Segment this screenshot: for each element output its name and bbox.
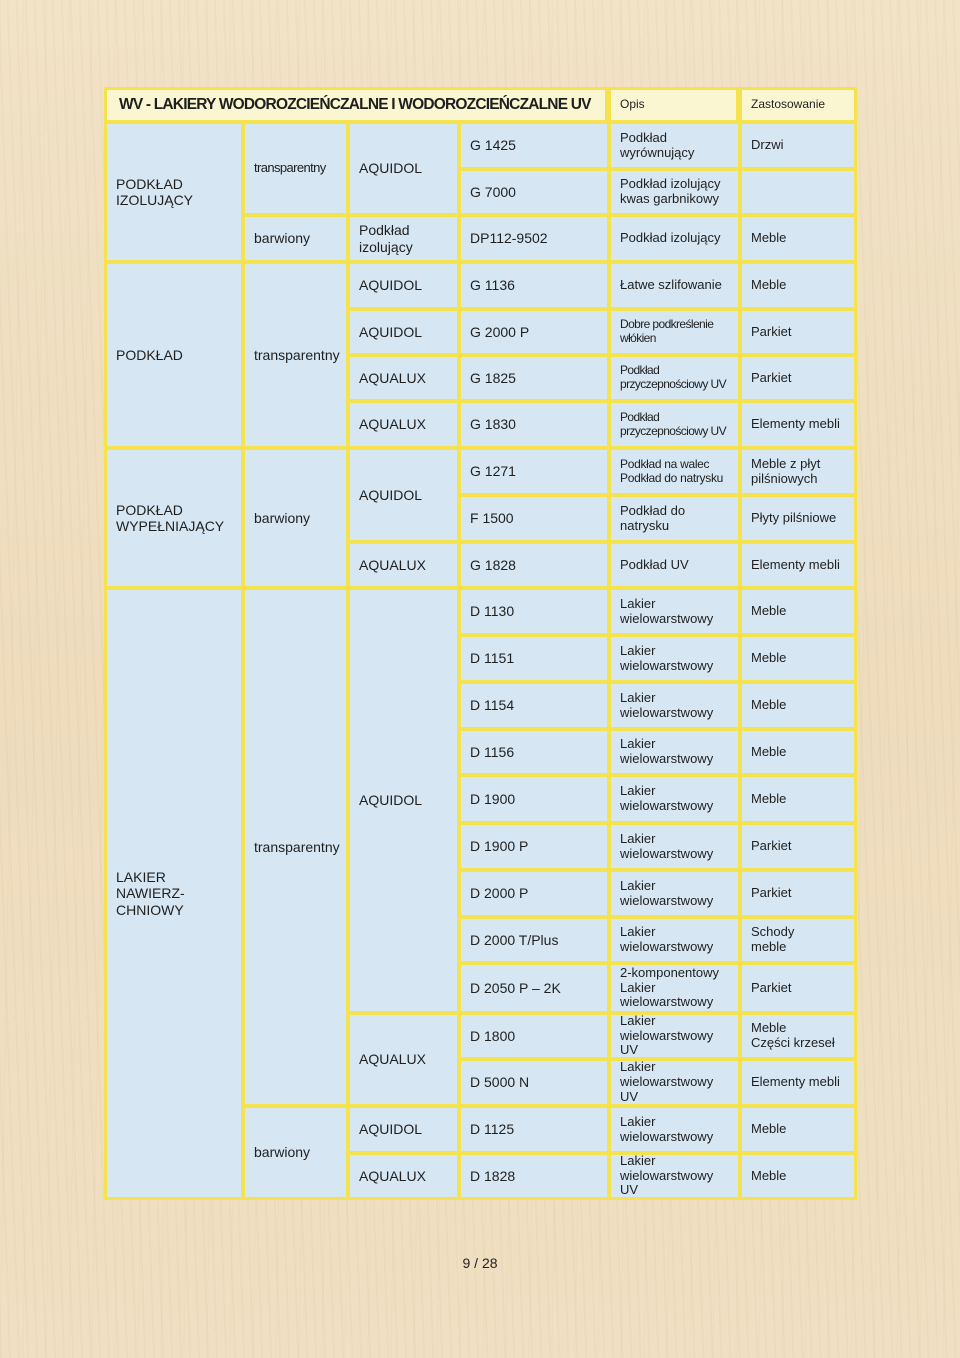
system-aquidol: AQUIDOL: [347, 121, 460, 216]
product-use: Meble: [739, 214, 857, 263]
type-transparentny: transparentny: [242, 121, 349, 216]
category-podklad: PODKŁAD: [104, 261, 244, 449]
product-code: D 2000 P: [458, 869, 610, 918]
product-use: Elementy mebli: [739, 1058, 857, 1107]
header-zastosowanie: Zastosowanie: [739, 87, 857, 123]
product-code: D 1130: [458, 587, 610, 636]
type-barwiony: barwiony: [242, 214, 349, 263]
category-podklad-izolujacy: PODKŁAD IZOLUJĄCY: [104, 121, 244, 263]
product-use: Parkiet: [739, 308, 857, 356]
product-code: D 1900 P: [458, 822, 610, 871]
category-podklad-wypelniajacy: PODKŁAD WYPEŁNIAJĄCY: [104, 447, 244, 589]
product-use: Meble: [739, 1105, 857, 1154]
product-code: D 1800: [458, 1012, 610, 1060]
page-number: 9 / 28: [462, 1255, 498, 1271]
product-description: Podkład izolujący: [608, 214, 741, 263]
product-use: Meble: [739, 261, 857, 310]
product-code: D 1900: [458, 774, 610, 824]
product-use: Parkiet: [739, 869, 857, 918]
product-use: Meble z płyt pilśniowych: [739, 447, 857, 496]
product-description: Lakier wielowarstwowy: [608, 681, 741, 730]
product-use: Płyty pilśniowe: [739, 494, 857, 543]
product-code: D 1125: [458, 1105, 610, 1154]
product-description: Lakier wielowarstwowy UV: [608, 1152, 741, 1200]
system-aquidol: AQUIDOL: [347, 308, 460, 356]
table-title: WV - LAKIERY WODOROZCIEŃCZALNE I WODOROZCIEŃCZALNE UV: [104, 87, 608, 123]
system-aqualux: AQUALUX: [347, 354, 460, 402]
product-description: Podkład na walec Podkład do natrysku: [608, 447, 741, 496]
type-transparentny: transparentny: [242, 261, 349, 449]
product-code: G 1271: [458, 447, 610, 496]
product-description: Lakier wielowarstwowy UV: [608, 1012, 741, 1060]
type-barwiony: barwiony: [242, 447, 349, 589]
product-description: Lakier wielowarstwowy: [608, 634, 741, 683]
product-code: D 5000 N: [458, 1058, 610, 1107]
product-use: Drzwi: [739, 121, 857, 170]
product-description: Podkład do natrysku: [608, 494, 741, 543]
category-lakier-nawierzchniowy: LAKIER NAWIERZ- CHNIOWY: [104, 587, 244, 1200]
system-aquidol: AQUIDOL: [347, 587, 460, 1014]
product-code: D 1828: [458, 1152, 610, 1200]
product-use: Elementy mebli: [739, 541, 857, 589]
product-use: Meble: [739, 774, 857, 824]
product-description: Podkład wyrównujący: [608, 121, 741, 170]
product-code: G 1825: [458, 354, 610, 402]
product-description: Lakier wielowarstwowy: [608, 869, 741, 918]
system-aquidol: AQUIDOL: [347, 1105, 460, 1154]
product-description: Podkład UV: [608, 541, 741, 589]
product-code: D 2050 P – 2K: [458, 962, 610, 1014]
product-description: Lakier wielowarstwowy: [608, 822, 741, 871]
product-description: Podkład przyczepnościowy UV: [608, 400, 741, 449]
product-code: D 1156: [458, 728, 610, 776]
product-use: Meble: [739, 681, 857, 730]
product-description: Lakier wielowarstwowy: [608, 587, 741, 636]
product-use: Parkiet: [739, 354, 857, 402]
product-code: G 1830: [458, 400, 610, 449]
product-use-empty: [739, 168, 857, 216]
product-code: G 7000: [458, 168, 610, 216]
product-code: G 2000 P: [458, 308, 610, 356]
product-description: 2-komponentowy Lakier wielowarstwowy: [608, 962, 741, 1014]
product-description: Łatwe szlifowanie: [608, 261, 741, 310]
system-aqualux: AQUALUX: [347, 1152, 460, 1200]
product-code: D 2000 T/Plus: [458, 916, 610, 964]
system-aqualux: AQUALUX: [347, 1012, 460, 1107]
product-description: Lakier wielowarstwowy: [608, 916, 741, 964]
product-code: DP112-9502: [458, 214, 610, 263]
product-description: Dobre podkreślenie włókien: [608, 308, 741, 356]
product-use: Meble Części krzeseł: [739, 1012, 857, 1060]
system-aqualux: AQUALUX: [347, 400, 460, 449]
product-use: Elementy mebli: [739, 400, 857, 449]
product-description: Lakier wielowarstwowy: [608, 774, 741, 824]
product-use: Parkiet: [739, 822, 857, 871]
product-code: F 1500: [458, 494, 610, 543]
product-use: Meble: [739, 587, 857, 636]
product-use: Meble: [739, 634, 857, 683]
product-use: Meble: [739, 728, 857, 776]
type-transparentny: transparentny: [242, 587, 349, 1107]
product-code: G 1828: [458, 541, 610, 589]
type-barwiony: barwiony: [242, 1105, 349, 1200]
product-description: Lakier wielowarstwowy UV: [608, 1058, 741, 1107]
product-description: Lakier wielowarstwowy: [608, 1105, 741, 1154]
product-use: Parkiet: [739, 962, 857, 1014]
product-description: Podkład izolujący kwas garbnikowy: [608, 168, 741, 216]
system-aquidol: AQUIDOL: [347, 261, 460, 310]
product-code: D 1151: [458, 634, 610, 683]
product-description: Podkład przyczepnościowy UV: [608, 354, 741, 402]
system-aquidol: AQUIDOL: [347, 447, 460, 543]
system-podklad-izolujacy: Podkład izolujący: [347, 214, 460, 263]
product-code: D 1154: [458, 681, 610, 730]
system-aqualux: AQUALUX: [347, 541, 460, 589]
header-opis: Opis: [608, 87, 739, 123]
product-use: Schody meble: [739, 916, 857, 964]
product-description: Lakier wielowarstwowy: [608, 728, 741, 776]
product-code: G 1425: [458, 121, 610, 170]
product-use: Meble: [739, 1152, 857, 1200]
product-code: G 1136: [458, 261, 610, 310]
